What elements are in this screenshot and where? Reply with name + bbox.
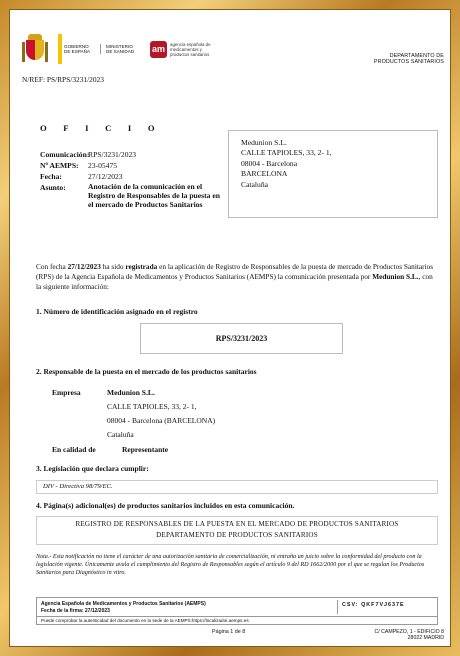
oficio-title: OFICIO xyxy=(40,123,172,133)
coat-of-arms-icon xyxy=(22,34,48,64)
document-page: GOBIERNO DE ESPAÑA MINISTERIO DE SANIDAD am agencia española de medicamentos y productos sanitarios DEPARTAMENTO DE PRODUCTOS SANITARIOS N/REF: PS/RPS/3231/2023 OFICIO Comunicación: RPS/3231/2023 Nº AEMPS: 23-05475 Fecha: 27/12/2023 Asunto: Anotación de la comunicación en el Registro de Responsables de la puesta en el mercado de Productos Sanitarios Medunion S.L. CALLE TAPIOLES, 33, 2- 1, 08004 - Barcelona BARCELONA Cataluña Con fecha 27/12/2023 ha sido registrada en la aplicación de Registro de Responsables de la puesta de mercado de Productos Sanitarios (RPS) de la Agencia Española de Medicamentos y Productos Sanitarios (AEMPS) la comunicación presentada por Medunion S.L., con la siguiente información: 1. Número de identificación asignado en el registro RPS/3231/2023 2. Responsable de la puesta en el mercado de los productos sanitarios Empresa Medunion S.L. CALLE TAPIOLES, 33, 2- 1, 08004 - Barcelona (BARCELONA) Cataluña En calidad de Representante 3. Legislación que declara cumplir: DIV - Directiva 98/79/EC. 4. Página(s) adicional(es) de productos sanitarios incluidos en esta comunicación. REGISTRO DE RESPONSABLES DE LA PUESTA EN EL MERCADO DE PRODUCTOS SANITARIOS DEPARTAMENTO DE PRODUCTOS SANITARIOS Nota.- Esta notificación no tiene el carácter de una autorización sanitaria de comercialización, ni entraña un juicio sobre la conformidad del producto con la legislación vigente. Únicamente avala el cumplimiento del Registro de Responsables según el artículo 9 del RD 1662/2000 por el que se regulan los Productos Sanitarios para Diagnóstico in vitro. Agencia Española de Medicamentos y Productos Sanitarios (AEMPS) Fecha de la firma: 27/12/2023 CSV: QKF7VJ637E Puede comprobar la autenticidad del documento en la sede de la AEMPS:https://localizador.aemps.es Página 1 de 8 C/ CAMPEZO, 1 - EDIFICIO 8 28022 MADRID xyxy=(12,12,448,644)
empresa-label: Empresa xyxy=(52,388,81,397)
ministerio-label: MINISTERIO DE SANIDAD xyxy=(100,44,138,55)
page-number: Página 1 de 8 xyxy=(212,629,246,635)
calidad-value: Representante xyxy=(122,445,169,454)
asunto-value: Anotación de la comunicación en el Registro de Responsables de la puesta en el mercado de Productos Sanitarios xyxy=(88,182,220,209)
comunicacion-value: RPS/3231/2023 xyxy=(88,150,137,159)
gobierno-bar xyxy=(58,34,62,64)
signature-footer xyxy=(36,597,438,625)
registry-number: RPS/3231/2023 xyxy=(140,323,343,354)
section2-heading: 2. Responsable de la puesta en el mercado de los productos sanitarios xyxy=(36,367,257,376)
verification-link[interactable]: Puede comprobar la autenticidad del documento en la sede de la AEMPS:https://localizador.aemps.es xyxy=(37,616,437,624)
gobierno-label: GOBIERNO DE ESPAÑA xyxy=(64,43,90,54)
csv-code: CSV: QKF7VJ637E xyxy=(337,600,437,614)
reference-number: N/REF: PS/RPS/3231/2023 xyxy=(22,75,104,84)
footer-agency: Agencia Española de Medicamentos y Productos Sanitarios (AEMPS) xyxy=(41,601,206,607)
empresa-name: Medunion S.L. xyxy=(107,388,155,397)
legislation-value: DIV - Directiva 98/79/EC. xyxy=(36,480,438,494)
section4-heading: 4. Página(s) adicional(es) de productos sanitarios incluidos en esta comunicación. xyxy=(36,501,295,510)
department-header: DEPARTAMENTO DE PRODUCTOS SANITARIOS xyxy=(373,53,444,66)
legal-note: Nota.- Esta notificación no tiene el carácter de una autorización sanitaria de comercialización, ni entraña un juicio sobre la conformidad del producto con la legislación vigente. Únicamente avala el cumplimiento del Registro de Responsables según el artículo 9 del RD 1662/2000 por el que se regulan los Productos Sanitarios para Diagnóstico in vitro. xyxy=(36,554,425,577)
calidad-label: En calidad de xyxy=(52,445,96,454)
additional-pages-box: REGISTRO DE RESPONSABLES DE LA PUESTA EN EL MERCADO DE PRODUCTOS SANITARIOS DEPARTAMENTO DE PRODUCTOS SANITARIOS xyxy=(36,516,438,545)
section3-heading: 3. Legislación que declara cumplir: xyxy=(36,464,149,473)
fecha-value: 27/12/2023 xyxy=(88,172,123,181)
recipient-address: Medunion S.L. CALLE TAPIOLES, 33, 2- 1, 08004 - Barcelona BARCELONA Cataluña xyxy=(228,130,438,218)
section1-heading: 1. Número de identificación asignado en el registro xyxy=(36,307,198,316)
agency-address: C/ CAMPEZO, 1 - EDIFICIO 8 28022 MADRID xyxy=(374,629,444,641)
aemps-logo-text: agencia española de medicamentos y productos sanitarios xyxy=(170,41,211,57)
aemps-mark-icon: am xyxy=(150,41,167,58)
intro-paragraph: Con fecha 27/12/2023 ha sido registrada en la aplicación de Registro de Responsables de la puesta de mercado de Productos Sanitarios (RPS) de la Agencia Española de Medicamentos y Productos Sanitarios (AEMPS) la comunicación presentada por Medunion S.L., con la siguiente información: xyxy=(36,262,434,292)
communication-meta: Comunicación: RPS/3231/2023 Nº AEMPS: 23-05475 Fecha: 27/12/2023 Asunto: Anotación de la comunicación en el Registro de Responsables de la puesta en el mercado de Productos Sanitarios xyxy=(40,150,220,209)
footer-firma: Fecha de la firma: 27/12/2023 xyxy=(41,608,110,614)
aemps-logo xyxy=(150,41,232,58)
aemps-number: 23-05475 xyxy=(88,161,118,170)
header-logos xyxy=(22,32,232,66)
